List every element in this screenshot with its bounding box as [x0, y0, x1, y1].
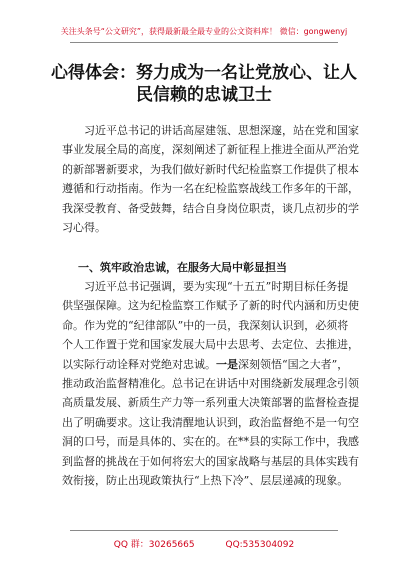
text-line: 到监督的挑战在于如何将宏大的国家战略与基层的具体实践有	[62, 454, 359, 468]
text-line: 习近平总书记的讲话高屋建瓴、思想深邃，站在党和国家	[84, 124, 359, 137]
text-line: 习心得。	[62, 220, 106, 234]
text-line: 的新部署新要求，为我们做好新时代纪检监察工作提供了根本	[62, 162, 359, 176]
section-1-paragraph	[62, 277, 359, 490]
text-line: 个人工作置于党和国家发展大局中去思考、去定位、去推进，	[62, 338, 359, 352]
text-line: 遵循和行动指南。作为一名在纪检监察战线工作多年的干部，	[62, 182, 359, 196]
text-line-mixed	[62, 355, 348, 374]
text-line: 事业发展全局的高度，深刻阐述了新征程上推进全面从严治党	[62, 143, 359, 157]
title-line-1: 心得体会：努力成为一名让党放心、让人	[51, 63, 357, 83]
bold-marker: 一是	[216, 357, 238, 371]
footer-qq: QQ:535304092	[225, 540, 295, 550]
text-line: 习近平总书记强调，要为实现“十五五”时期目标任务提	[84, 280, 349, 293]
footer-qq-group: QQ 群：30265665	[113, 540, 195, 550]
footer-contact	[0, 537, 408, 550]
section-heading-1: 一、筑牢政治忠诚，在服务大局中彰显担当	[78, 261, 287, 274]
header-promo-note: 关注头条号“公文研究”，获得最新最全最专业的公文资料库！ 微信：gongwenyj	[60, 27, 348, 36]
page-title	[40, 62, 368, 106]
intro-paragraph	[62, 121, 359, 237]
text-line: 出了明确要求。这让我清醒地认识到，政治监督绝不是一句空	[62, 415, 359, 429]
title-line-2: 民信赖的忠诚卫士	[136, 85, 272, 105]
text-segment: 深刻领悟“国之大者”，	[238, 357, 349, 371]
text-line: 命。作为党的“纪律部队”中的一员，我深刻认识到，必须将	[62, 318, 349, 332]
text-line: 洞的口号，而是具体的、实在的。在**县的实际工作中，我感	[62, 435, 359, 449]
text-line: 高质量发展、新质生产力等一系列重大决策部署的监督检查提	[62, 396, 359, 410]
header-divider	[70, 42, 338, 43]
text-line: 供坚强保障。这为纪检监察工作赋予了新的时代内涵和历史使	[62, 299, 359, 313]
text-segment: 以实际行动诠释对党绝对忠诚。	[62, 357, 216, 371]
text-line: 效衔接，防止出现政策执行“上热下冷”、层层递减的现象。	[62, 473, 349, 487]
text-line: 我深受教育、备受鼓舞，结合自身岗位职责，谈几点初步的学	[62, 201, 359, 215]
text-line: 推动政治监督精准化。总书记在讲话中对围绕新发展理念引领	[62, 376, 359, 390]
footer-divider	[70, 530, 338, 531]
